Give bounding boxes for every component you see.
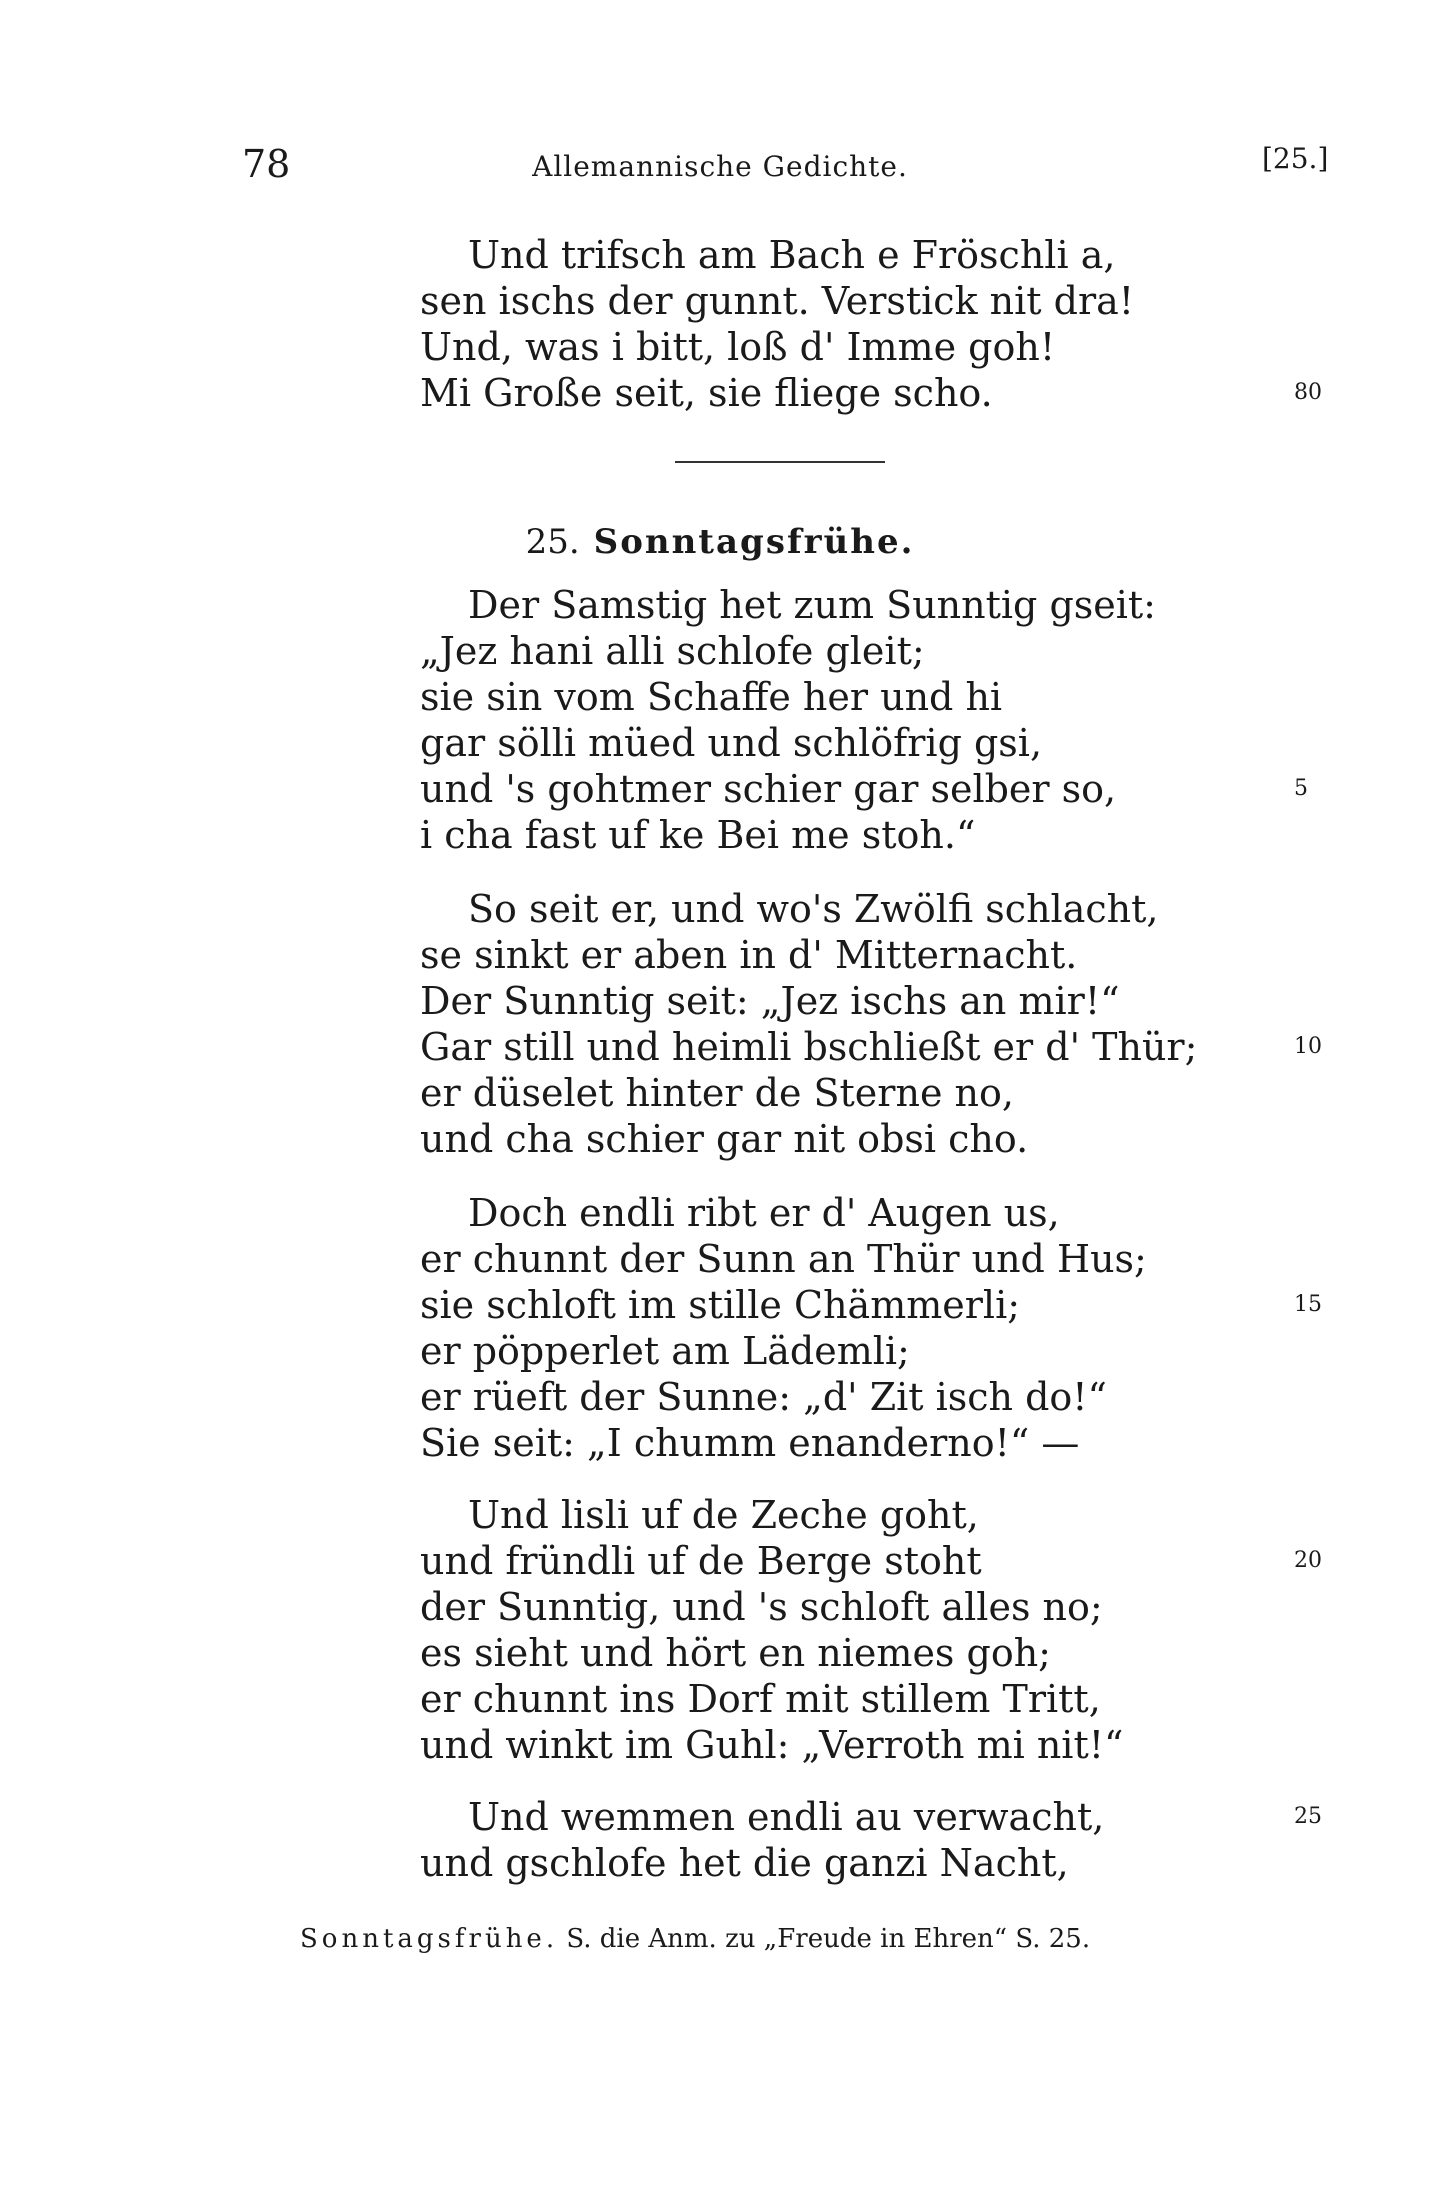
- verse-line: der Sunntig, und 's schloft alles no;: [420, 1585, 1103, 1629]
- line-number: 15: [1294, 1292, 1322, 1317]
- footnote-text: S. die Anm. zu „Freude in Ehren“ S. 25.: [566, 1924, 1091, 1954]
- signature-mark: [25.]: [1262, 142, 1329, 175]
- verse-line: sen ischs der gunnt. Verstick nit dra!: [420, 279, 1135, 323]
- verse-line: „Jez hani alli schlofe gleit;: [420, 629, 925, 673]
- verse-line: gar sölli müed und schlöfrig gsi,: [420, 721, 1043, 765]
- line-number: 20: [1294, 1548, 1322, 1573]
- verse-line: und 's gohtmer schier gar selber so,: [420, 767, 1117, 811]
- verse-line: Mi Große seit, sie fliege scho.: [420, 371, 993, 415]
- verse-line: Der Sunntig seit: „Jez ischs an mir!“: [420, 979, 1120, 1023]
- verse-line: es sieht und hört en niemes goh;: [420, 1631, 1051, 1675]
- verse-line: Doch endli ribt er d' Augen us,: [468, 1191, 1060, 1235]
- verse-line: und gschlofe het die ganzi Nacht,: [420, 1841, 1069, 1885]
- verse-line: Und lisli uf de Zeche goht,: [468, 1493, 979, 1537]
- poem-name: Sonntagsfrühe.: [593, 522, 915, 562]
- section-divider: [675, 461, 885, 463]
- verse-line: se sinkt er aben in d' Mitternacht.: [420, 933, 1078, 977]
- page-number: 78: [242, 142, 291, 186]
- line-number: 25: [1294, 1804, 1322, 1829]
- verse-line: und fründli uf de Berge stoht: [420, 1539, 982, 1583]
- verse-line: Der Samstig het zum Sunntig gseit:: [468, 583, 1156, 627]
- verse-line: er chunnt ins Dorf mit stillem Tritt,: [420, 1677, 1101, 1721]
- verse-line: er chunnt der Sunn an Thür und Hus;: [420, 1237, 1147, 1281]
- poem-number: 25.: [525, 522, 580, 562]
- verse-line: Und, was i bitt, loß d' Imme goh!: [420, 325, 1056, 369]
- verse-line: sie sin vom Schaffe her und hi: [420, 675, 1003, 719]
- line-number: 5: [1294, 776, 1308, 801]
- verse-line: Gar still und heimli bschließt er d' Thür;: [420, 1025, 1198, 1069]
- verse-line: er rüeft der Sunne: „d' Zit isch do!“: [420, 1375, 1107, 1419]
- verse-line: er düselet hinter de Sterne no,: [420, 1071, 1014, 1115]
- page-header: [0, 142, 1440, 202]
- verse-line: Und wemmen endli au verwacht,: [468, 1795, 1105, 1839]
- footnote: [300, 1924, 1090, 1954]
- poem-title: [0, 522, 1440, 562]
- verse-line: Sie seit: „I chumm enanderno!“ —: [420, 1421, 1080, 1465]
- verse-line: und cha schier gar nit obsi cho.: [420, 1117, 1029, 1161]
- footnote-keyword: Sonntagsfrühe.: [300, 1924, 559, 1954]
- verse-line: sie schloft im stille Chämmerli;: [420, 1283, 1021, 1327]
- verse-line: und winkt im Guhl: „Verroth mi nit!“: [420, 1723, 1124, 1767]
- running-title: Allemannische Gedichte.: [532, 150, 908, 183]
- verse-line: Und trifsch am Bach e Fröschli a,: [468, 233, 1116, 277]
- line-number: 80: [1294, 380, 1322, 405]
- verse-line: So seit er, und wo's Zwölfi schlacht,: [468, 887, 1159, 931]
- verse-line: er pöpperlet am Lädemli;: [420, 1329, 910, 1373]
- line-number: 10: [1294, 1034, 1322, 1059]
- verse-line: i cha fast uf ke Bei me stoh.“: [420, 813, 976, 857]
